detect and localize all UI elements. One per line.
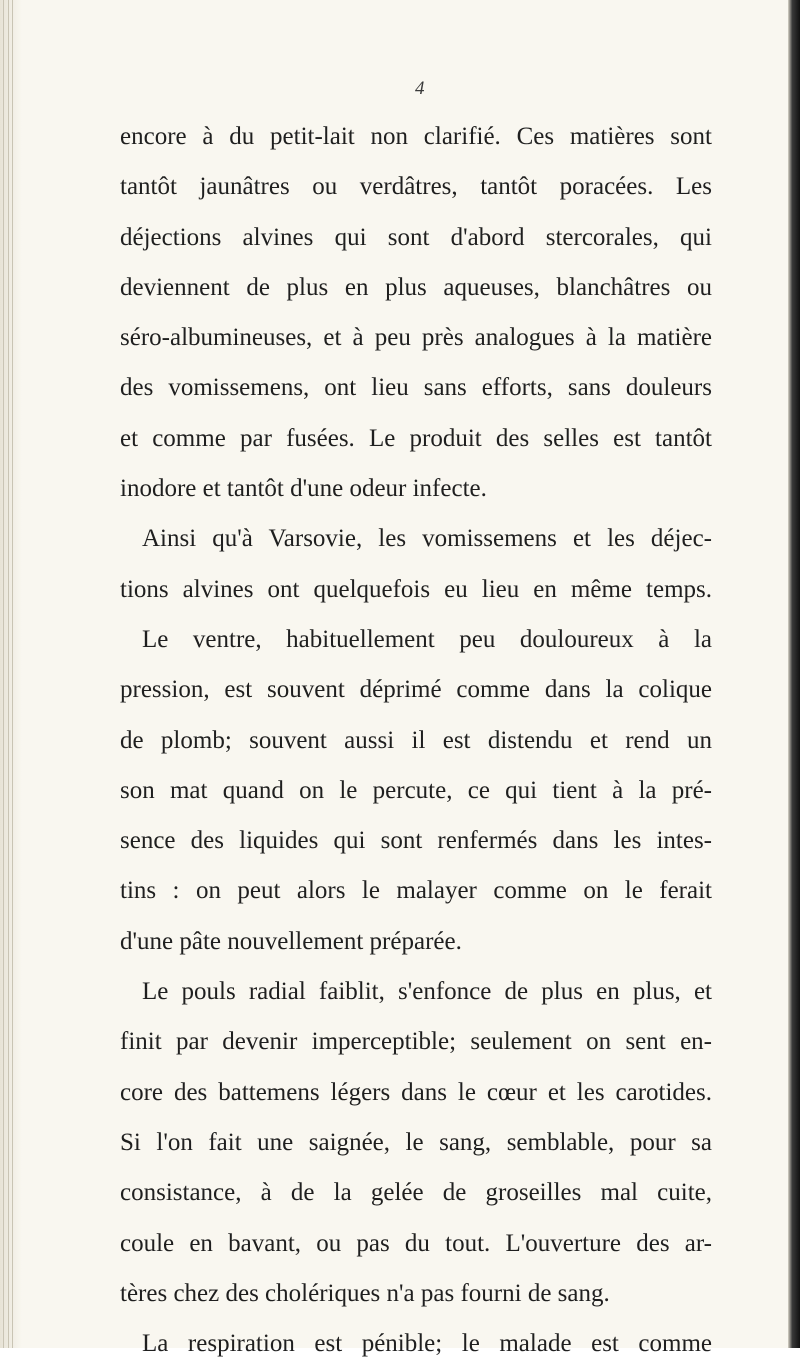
text-line: son mat quand on le percute, ce qui tient à la pré- xyxy=(120,776,712,804)
text-line: finit par devenir imperceptible; seulement on sent en- xyxy=(120,1028,712,1056)
binding-gutter xyxy=(0,0,22,1348)
body-text xyxy=(120,112,712,1369)
text-line: tantôt jaunâtres ou verdâtres, tantôt poracées. Les xyxy=(120,173,712,201)
text-line: de plomb; souvent aussi il est distendu et rend un xyxy=(120,726,712,754)
text-line: Le ventre, habituellement peu douloureux à la xyxy=(142,625,712,653)
text-line: et comme par fusées. Le produit des selles est tantôt xyxy=(120,424,712,452)
text-line: La respiration est pénible; le malade est comme xyxy=(142,1330,712,1358)
text-line: séro-albumineuses, et à peu près analogues à la matière xyxy=(120,324,712,352)
text-line: Si l'on fait une saignée, le sang, semblable, pour sa xyxy=(120,1128,712,1156)
text-line: pression, est souvent déprimé comme dans la colique xyxy=(120,676,712,704)
gutter-line xyxy=(8,0,9,1348)
text-line: Ainsi qu'à Varsovie, les vomissemens et les déjec- xyxy=(142,525,712,553)
text-line: deviennent de plus en plus aqueuses, blanchâtres ou xyxy=(120,273,712,301)
text-line: Le pouls radial faiblit, s'enfonce de plus en plus, et xyxy=(142,978,712,1006)
page-number: 4 xyxy=(415,78,425,99)
text-line: consistance, à de la gelée de groseilles mal cuite, xyxy=(120,1179,712,1207)
text-line: coule en bavant, ou pas du tout. L'ouverture des ar- xyxy=(120,1229,712,1257)
text-line: tères chez des cholériques n'a pas fourni de sang. xyxy=(120,1279,610,1307)
text-line: encore à du petit-lait non clarifié. Ces matières sont xyxy=(120,123,712,150)
gutter-line xyxy=(3,0,4,1348)
scan-edge xyxy=(788,0,800,1348)
text-line: inodore et tantôt d'une odeur infecte. xyxy=(120,475,487,503)
text-line: tions alvines ont quelquefois eu lieu en même temps. xyxy=(120,575,712,603)
gutter-line xyxy=(12,0,13,1348)
text-line: sence des liquides qui sont renfermés dans les intes- xyxy=(120,827,712,855)
text-line: d'une pâte nouvellement préparée. xyxy=(120,927,462,955)
text-line: core des battemens légers dans le cœur et les carotides. xyxy=(120,1078,712,1106)
text-line: tins : on peut alors le malayer comme on le ferait xyxy=(120,877,712,905)
text-line: déjections alvines qui sont d'abord stercorales, qui xyxy=(120,223,712,251)
text-line: des vomissemens, ont lieu sans efforts, sans douleurs xyxy=(120,374,712,402)
